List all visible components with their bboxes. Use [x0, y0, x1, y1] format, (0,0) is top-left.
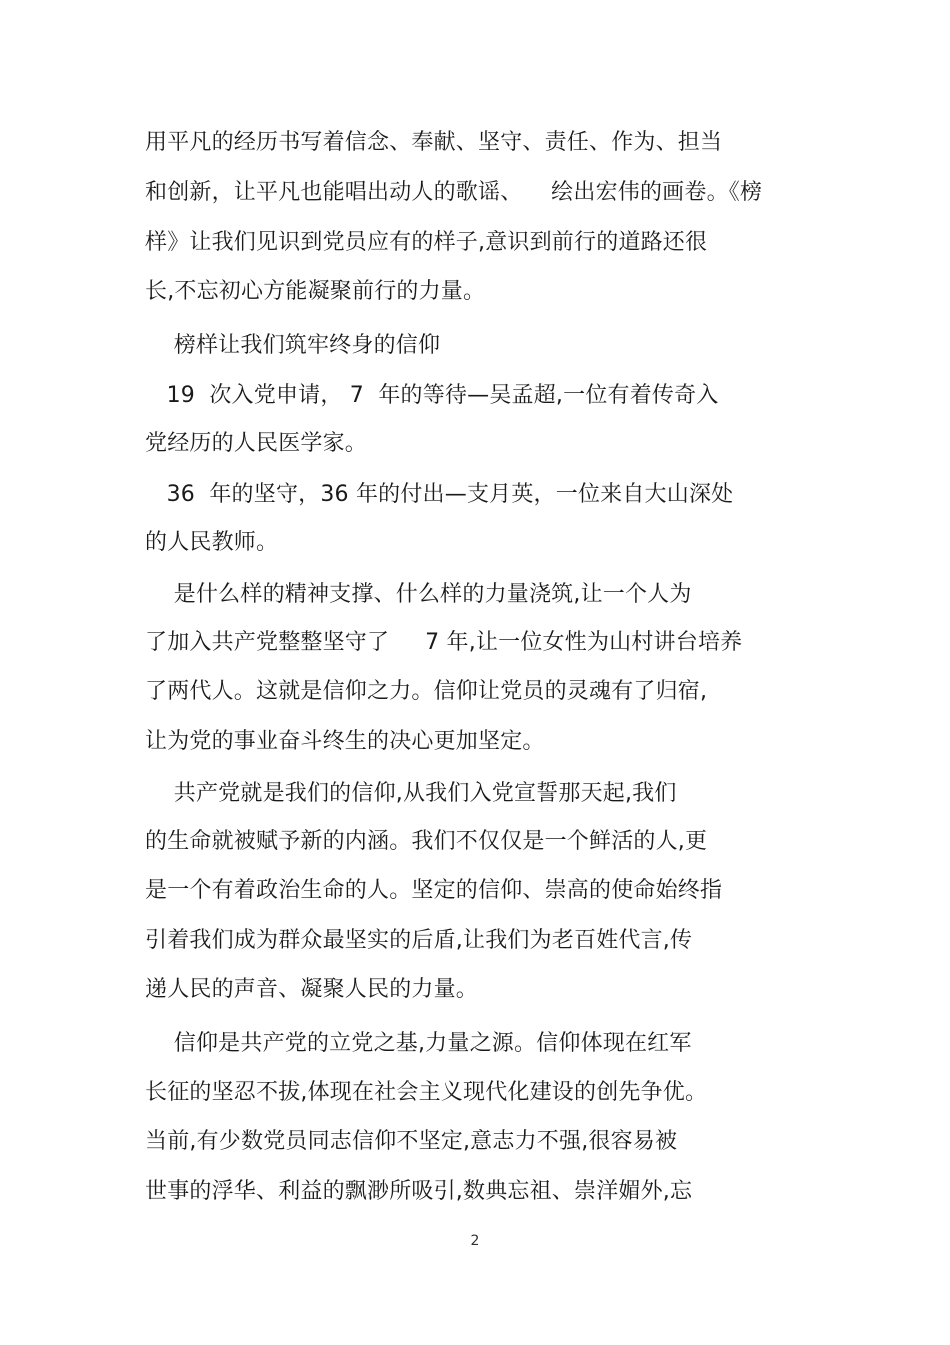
text-line: 递人民的声音、凝聚人民的力量。 [145, 977, 479, 1002]
section-heading: 榜样让我们筑牢终身的信仰 [145, 333, 441, 358]
text-line: 让为党的事业奋斗终生的决心更加坚定。 [145, 729, 545, 754]
text-line: 的人民教师。 [145, 530, 279, 555]
text-line: 引着我们成为群众最坚实的后盾,让我们为老百姓代言,传 [145, 928, 693, 953]
text-line: 的生命就被赋予新的内涵。我们不仅仅是一个鲜活的人,更 [145, 829, 708, 854]
text-line: 了加入共产党整整坚守了 7 年,让一位女性为山村讲台培养 [145, 630, 743, 655]
text-line: 世事的浮华、利益的飘渺所吸引,数典忘祖、崇洋媚外,忘 [145, 1179, 693, 1204]
page-number: 2 [470, 1233, 480, 1249]
text-line: 长征的坚忍不拔,体现在社会主义现代化建设的创先争优。 [145, 1080, 708, 1105]
text-line: 信仰是共产党的立党之基,力量之源。信仰体现在红军 [145, 1031, 692, 1056]
text-line: 长,不忘初心方能凝聚前行的力量。 [145, 279, 486, 304]
text-line: 和创新，让平凡也能唱出动人的歌谣、 绘出宏伟的画卷。《榜 [145, 180, 763, 205]
text-line: 19 次入党申请， 7 年的等待—吴孟超,一位有着传奇入 [145, 383, 719, 408]
text-line: 了两代人。这就是信仰之力。信仰让党员的灵魂有了归宿, [145, 679, 708, 704]
text-line: 当前,有少数党员同志信仰不坚定,意志力不强,很容易被 [145, 1129, 678, 1154]
text-line: 用平凡的经历书写着信念、奉献、坚守、责任、作为、担当 [145, 130, 723, 155]
text-line: 是什么样的精神支撑、什么样的力量浇筑,让一个人为 [145, 582, 692, 607]
text-line: 36 年的坚守，36 年的付出—支月英，一位来自大山深处 [145, 482, 734, 507]
text-line: 是一个有着政治生命的人。坚定的信仰、崇高的使命始终指 [145, 878, 723, 903]
text-line: 共产党就是我们的信仰,从我们入党宣誓那天起,我们 [145, 781, 677, 806]
text-line: 党经历的人民医学家。 [145, 431, 368, 456]
text-line: 样》让我们见识到党员应有的样子,意识到前行的道路还很 [145, 230, 708, 255]
